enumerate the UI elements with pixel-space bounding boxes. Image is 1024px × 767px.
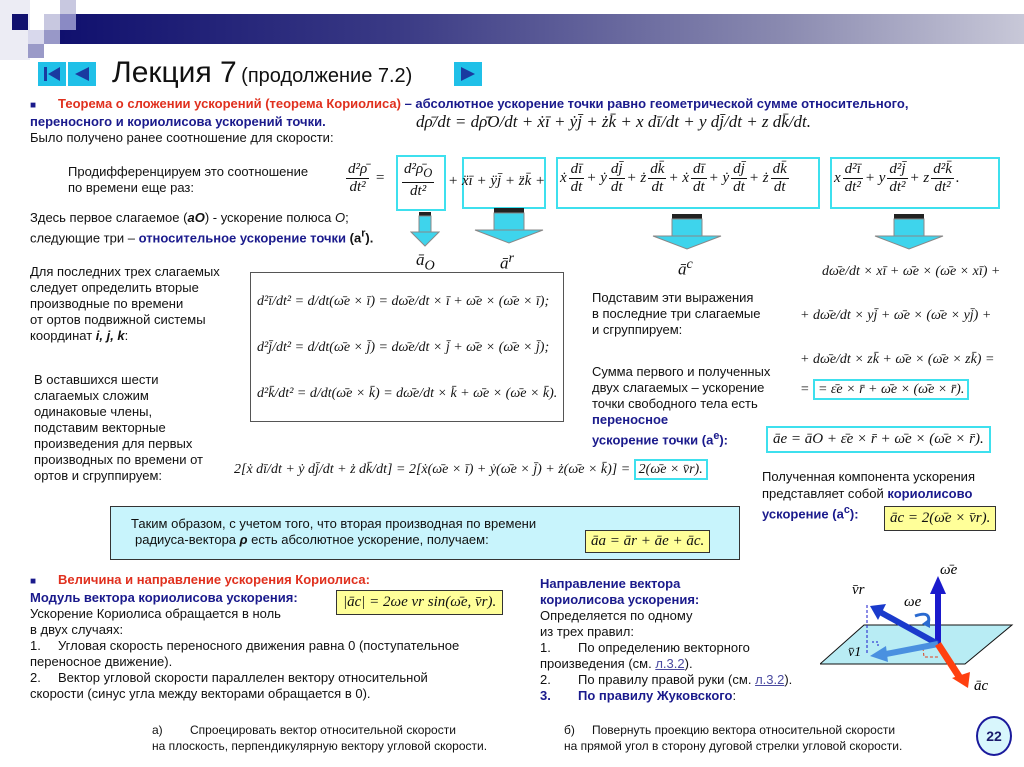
direction-section: Направление вектора кориолисова ускорения: Определяется по одному из трех правил: 1. По определению векторного произведения (см. л.3.2). 2. По правилу правой руки (см. л.3.2). 3. По правилу Жуковского: [540, 576, 793, 703]
page-number: 22 [986, 728, 1002, 744]
differentiate-line-1: Продифференцируем это соотношение [68, 164, 309, 179]
deco-square [28, 44, 44, 58]
ort-eq-i: d²ī/dt² = d/dt(ω̄e × ī) = dω̄e/dt × ī + ω̄e × (ω̄e × ī); [257, 294, 550, 309]
title-main: Лекция 7 [112, 56, 237, 89]
deco-square [12, 14, 28, 30]
ac-label: āc [974, 678, 989, 694]
coriolis-derivation-equation: 2[ẋ dī/dt + ẏ dj̄/dt + ż dk̄/dt] = 2[ẋ(ω̄e × ī) + ẏ(ω̄e × j̄) + ż(ω̄e × k̄)] = 2(ω̄e × v̄r). [234, 462, 708, 478]
label-a-o: $ā_O$ [416, 250, 435, 274]
differentiate-line-2: по времени еще раз: [68, 180, 194, 195]
link-lecture-3-2[interactable]: л.3.2 [655, 656, 685, 671]
arrow-down-icon [410, 212, 440, 248]
theorem-title: Теорема о сложении ускорений (теорема Кориолиса) [58, 96, 401, 111]
coriolis-component-text: Полученная компонента ускорения представляет собой кориолисово ускорение $(a^c)$: [762, 469, 975, 522]
right-eq-2: + dω̄e/dt × yj̄ + ω̄e × (ω̄e × yj̄) + [800, 308, 992, 323]
ort-eq-k: d²k̄/dt² = d/dt(ω̄e × k̄) = dω̄e/dt × k̄ + ω̄e × (ω̄e × k̄). [257, 386, 558, 401]
deco-square [60, 0, 76, 14]
nav-prev-button[interactable] [68, 62, 96, 86]
title-subtitle: (продолжение 7.2) [241, 65, 413, 87]
v1-label: v̄1 [848, 645, 862, 660]
bullet: ■ [30, 100, 37, 111]
deco-square [0, 0, 30, 60]
differentiate-text [68, 164, 308, 196]
remaining-text: В оставшихся шести слагаемых сложим одинаковые члены, подставим векторные произведения для первых производных по времени от ортов и сгруппируем: [34, 372, 204, 483]
right-eq-result: = = ε̄e × r̄ + ω̄e × (ω̄e × r̄). [800, 382, 969, 398]
theorem-statement: – абсолютное ускорение точки равно геометрической сумме относительного, [400, 96, 909, 111]
transport-acceleration-equation: āe = āO + ε̄e × r̄ + ω̄e × (ω̄e × r̄). [766, 426, 991, 453]
skip-first-icon [42, 66, 62, 82]
right-eq-3: + dω̄e/dt × zk̄ + ω̄e × (ω̄e × zk̄) = [800, 352, 995, 367]
deco-square [44, 30, 60, 44]
vr-label: v̄r [852, 582, 865, 598]
deco-square [28, 30, 44, 44]
page-number-badge [976, 716, 1012, 756]
arrow-down-icon [874, 214, 944, 250]
deco-square [60, 14, 76, 30]
zhukovsky-step-b: б) Повернуть проекцию вектора относительной скорости на прямой угол в сторону дуговой стрелки угловой скорости. [564, 723, 903, 753]
arrow-down-icon [652, 214, 722, 250]
coriolis-equation: āc = 2(ω̄e × v̄r). [884, 506, 996, 531]
conclusion-line-1: Таким образом, с учетом того, что вторая производная по времени [131, 516, 537, 531]
nav-first-button[interactable] [38, 62, 66, 86]
label-a-c: $ā^c$ [678, 256, 693, 279]
link-lecture-3-2[interactable]: л.3.2 [755, 672, 785, 687]
explain-text: Здесь первое слагаемое (aO) - ускорение полюса O; следующие три – относительное ускорение точки $(a^r)$. [30, 210, 374, 246]
right-eq-1: dω̄e/dt × xī + ω̄e × (ω̄e × xī) + [822, 264, 1001, 279]
arrow-left-icon [72, 66, 92, 82]
coriolis-magnitude-equation: |āc| = 2ωe vr sin(ω̄e, v̄r). [336, 590, 503, 615]
right-equations [800, 250, 1000, 382]
label-a-r: $ā^r$ [500, 250, 515, 273]
arrow-down-icon [474, 208, 544, 244]
deco-square [44, 14, 60, 30]
conclusion-box: Таким образом, с учетом того, что вторая производная по времени радиуса-вектора ρ есть абсолютное ускорение, получаем: āa = ār + āe + āc. [110, 506, 740, 560]
omega-arc-label: ωe [904, 594, 922, 610]
substitute-text: Подставим эти выражения в последние три слагаемые и сгруппируем: [592, 290, 761, 337]
ort-equations-box [250, 272, 564, 422]
header-bar [60, 14, 1024, 44]
magnitude-section: ■ Величина и направление ускорения Кориолиса: Модуль вектора кориолисова ускорения: Ускорение Кориолиса обращается в ноль в двух случаях: 1. Угловая скорость переносного движения равна 0 (поступательное переносное движение). 2. Вектор угловой скорости параллелен вектору относительной скорости (синус угла между векторами обращается в 0). [30, 572, 460, 701]
sum-text: Сумма первого и полученных двух слагаемых – ускорение точки свободного тела есть переносное ускорение точки $(a^e)$: [592, 364, 771, 448]
absolute-acceleration-equation: āa = ār + āe + āc. [585, 530, 710, 553]
last-three-text: Для последних трех слагаемых следует определить вторые производные по времени от ортов подвижной системы координат i, j, k: [30, 264, 220, 343]
nav-next-button[interactable] [454, 62, 482, 86]
velocity-intro: Было получено ранее соотношение для скорости: [30, 130, 334, 145]
arrow-right-icon [458, 66, 478, 82]
ort-eq-j: d²j̄/dt² = d/dt(ω̄e × j̄) = dω̄e/dt × j̄ + ω̄e × (ω̄e × j̄); [257, 340, 550, 355]
theorem-statement-2: переносного и кориолисова ускорений точки. [30, 114, 326, 129]
omega-label: ω̄e [940, 562, 958, 578]
page-title [112, 56, 412, 90]
velocity-equation: dρ̄/dt = dρ̄O/dt + ẋī + ẏj̄ + żk̄ + x dī/dt + y dj̄/dt + z dk̄/dt. [416, 112, 812, 131]
coriolis-diagram [820, 560, 1024, 710]
zhukovsky-step-a: а) Спроецировать вектор относительной скорости на плоскость, перпендикулярную вектору угловой скорости. [152, 723, 488, 753]
coriolis-boxed: 2(ω̄e × v̄r). [634, 459, 708, 480]
second-derivative-equation: $\frac{\text{d²ρ̄}}{\text{dt²}}$ = $\frac{d^2\rhō_O}{\text{dt²}}$ + ẍī + ÿj̄ + z̈k̄ + ẋ $\frac{dī}{dt}$ + ẏ $\frac{dj̄}{dt}$ + ż $\frac{dk̄}{dt}$ + ẋ $\frac{dī}{dt}$ + ẏ $\frac{dj̄}{dt}$ + ż $\frac{dk̄}{dt}$ x $\frac{\text{d²ī}}{\text{dt²}}$ + y $\frac{\text{d²j̄}}{\text{dt²}}$ + z $\frac{\text{d²k̄}}{\text{dt²}}$ . [340, 155, 1004, 211]
